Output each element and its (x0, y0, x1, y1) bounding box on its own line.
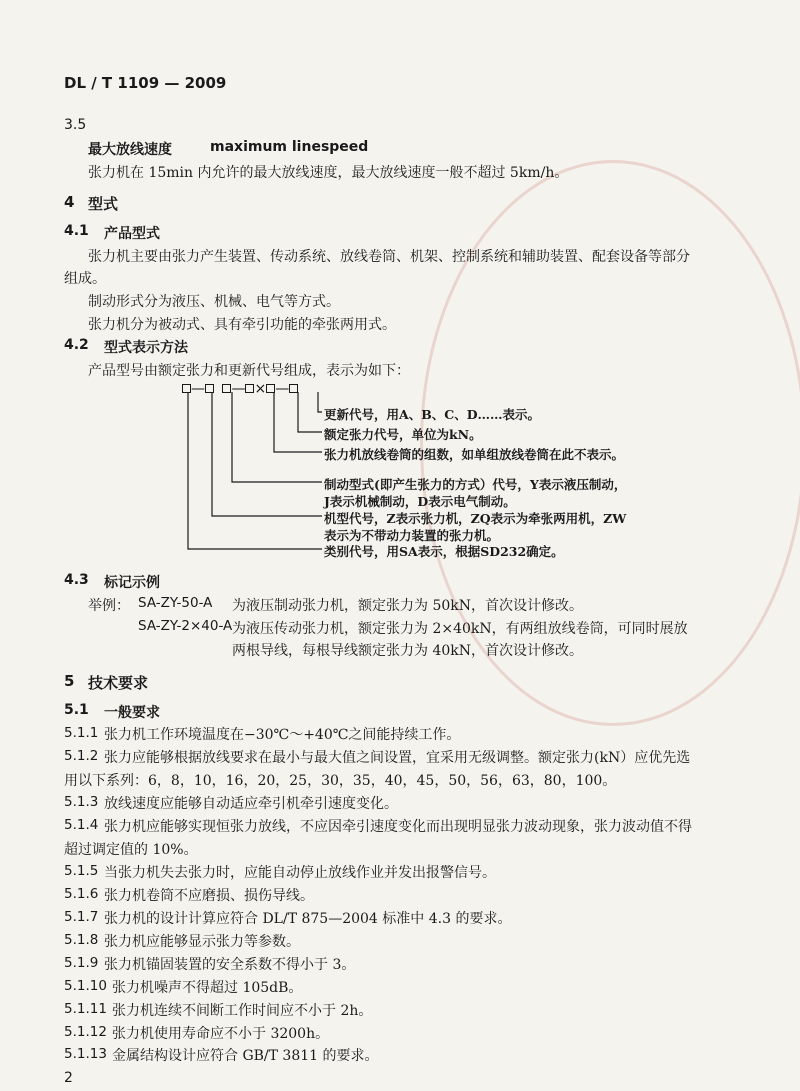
clause-text: 张力机的设计计算应符合 DL/T 875—2004 标准中 4.3 的要求。 (104, 911, 512, 927)
s41-paragraph-2: 制动形式分为液压、机械、电气等方式。 (88, 294, 340, 310)
label-rated-tension: 额定张力代号，单位为kN。 (324, 427, 482, 442)
clause-text: 张力机使用寿命应不小于 3200h。 (112, 1026, 330, 1042)
s41-paragraph-1a: 张力机主要由张力产生装置、传动系统、放线卷筒、机架、控制系统和辅助装置、配套设备等部分 (88, 249, 690, 265)
clause-number: 5.1.3 (64, 794, 99, 810)
label-machine-type-a: 机型代号，Z表示张力机，ZQ表示为牵张两用机，ZW (324, 511, 627, 526)
clause-text-continued: 超过调定值的 10%。 (64, 842, 198, 858)
section-4-title: 型式 (88, 195, 119, 213)
section-4-1-title: 产品型式 (104, 226, 160, 242)
clause-text: 金属结构设计应符合 GB/T 3811 的要求。 (112, 1048, 379, 1064)
doc-code-header: DL / T 1109 — 2009 (64, 74, 227, 92)
clause-text: 放线速度应能够自动适应牵引机牵引速度变化。 (104, 796, 398, 812)
label-brake-type-b: J表示机械制动，D表示电气制动。 (324, 494, 516, 509)
section-5-title: 技术要求 (88, 674, 149, 692)
clause-text: 当张力机失去张力时，应能自动停止放线作业并发出报警信号。 (104, 865, 496, 881)
clause-number: 5.1.7 (64, 909, 99, 925)
clause-number: 5.1.5 (64, 863, 99, 879)
example-1-desc: 为液压制动张力机，额定张力为 50kN，首次设计修改。 (232, 598, 583, 614)
clause-text: 张力机卷筒不应磨损、损伤导线。 (104, 888, 314, 904)
label-category: 类别代号，用SA表示，根据SD232确定。 (324, 544, 564, 559)
clause-text: 张力应能够根据放线要求在最小与最大值之间设置，宜采用无级调整。额定张力(kN）应优先选 (104, 750, 691, 766)
section-5-1-title: 一般要求 (104, 705, 160, 721)
clause-text-continued: 用以下系列：6，8，10，16，20，25，30，35，40，45，50，56，63，80，100。 (64, 773, 617, 789)
page-number: 2 (64, 1070, 73, 1086)
section-4-2-title: 型式表示方法 (104, 340, 188, 356)
clause-text: 张力机工作环境温度在−30℃～+40℃之间能持续工作。 (104, 727, 461, 743)
label-brake-type-a: 制动型式(即产生张力的方式）代号，Y表示液压制动， (324, 477, 627, 492)
example-1-code: SA-ZY-50-A (138, 595, 213, 611)
term-en: maximum linespeed (210, 139, 369, 155)
label-drum-groups: 张力机放线卷筒的组数，如单组放线卷筒在此不表示。 (324, 447, 625, 462)
clause-number: 5.1.2 (64, 748, 99, 764)
s41-paragraph-3: 张力机分为被动式、具有牵引功能的牵张两用式。 (88, 317, 396, 333)
clause-text: 张力机锚固装置的安全系数不得小于 3。 (104, 957, 356, 973)
label-machine-type-b: 表示为不带动力装置的张力机。 (324, 528, 500, 543)
clause-number: 5.1.10 (64, 978, 107, 994)
clause-text: 张力机应能够实现恒张力放线，不应因牵引速度变化而出现明显张力波动现象，张力波动值不得 (104, 819, 692, 835)
section-4-number: 4 (64, 193, 75, 211)
example-2-desc-b: 两根导线，每根导线额定张力为 40kN，首次设计修改。 (232, 643, 583, 659)
s41-paragraph-1b: 组成。 (64, 271, 106, 287)
section-4-1-number: 4.1 (64, 223, 89, 239)
s42-intro: 产品型号由额定张力和更新代号组成，表示为如下： (88, 363, 410, 379)
clause-number: 5.1.8 (64, 932, 99, 948)
clause-text: 张力机噪声不得超过 105dB。 (112, 980, 303, 996)
clause-number: 5.1.12 (64, 1024, 107, 1040)
model-pattern: — — × — (182, 381, 298, 397)
clause-text: 张力机连续不间断工作时间应不小于 2h。 (112, 1003, 373, 1019)
label-update-code: 更新代号，用A、B、C、D……表示。 (324, 407, 541, 422)
section-3-5-number: 3.5 (64, 117, 87, 133)
clause-number: 5.1.11 (64, 1001, 107, 1017)
section-4-2-number: 4.2 (64, 337, 89, 353)
section-4-3-number: 4.3 (64, 572, 89, 588)
clause-number: 5.1.4 (64, 817, 99, 833)
section-5-1-number: 5.1 (64, 702, 89, 718)
clause-number: 5.1.1 (64, 725, 99, 741)
clause-number: 5.1.6 (64, 886, 99, 902)
clause-number: 5.1.13 (64, 1046, 107, 1062)
example-label: 举例： (88, 598, 130, 614)
section-4-3-title: 标记示例 (104, 575, 160, 591)
section-5-number: 5 (64, 672, 75, 690)
term-cn: 最大放线速度 (88, 142, 172, 158)
term-definition: 张力机在 15min 内允许的最大放线速度，最大放线速度一般不超过 5km/h。 (88, 165, 569, 181)
example-2-code: SA-ZY-2×40-A (138, 618, 233, 634)
clause-number: 5.1.9 (64, 955, 99, 971)
clause-text: 张力机应能够显示张力等参数。 (104, 934, 300, 950)
example-2-desc-a: 为液压传动张力机，额定张力为 2×40kN，有两组放线卷筒，可同时展放 (232, 621, 688, 637)
